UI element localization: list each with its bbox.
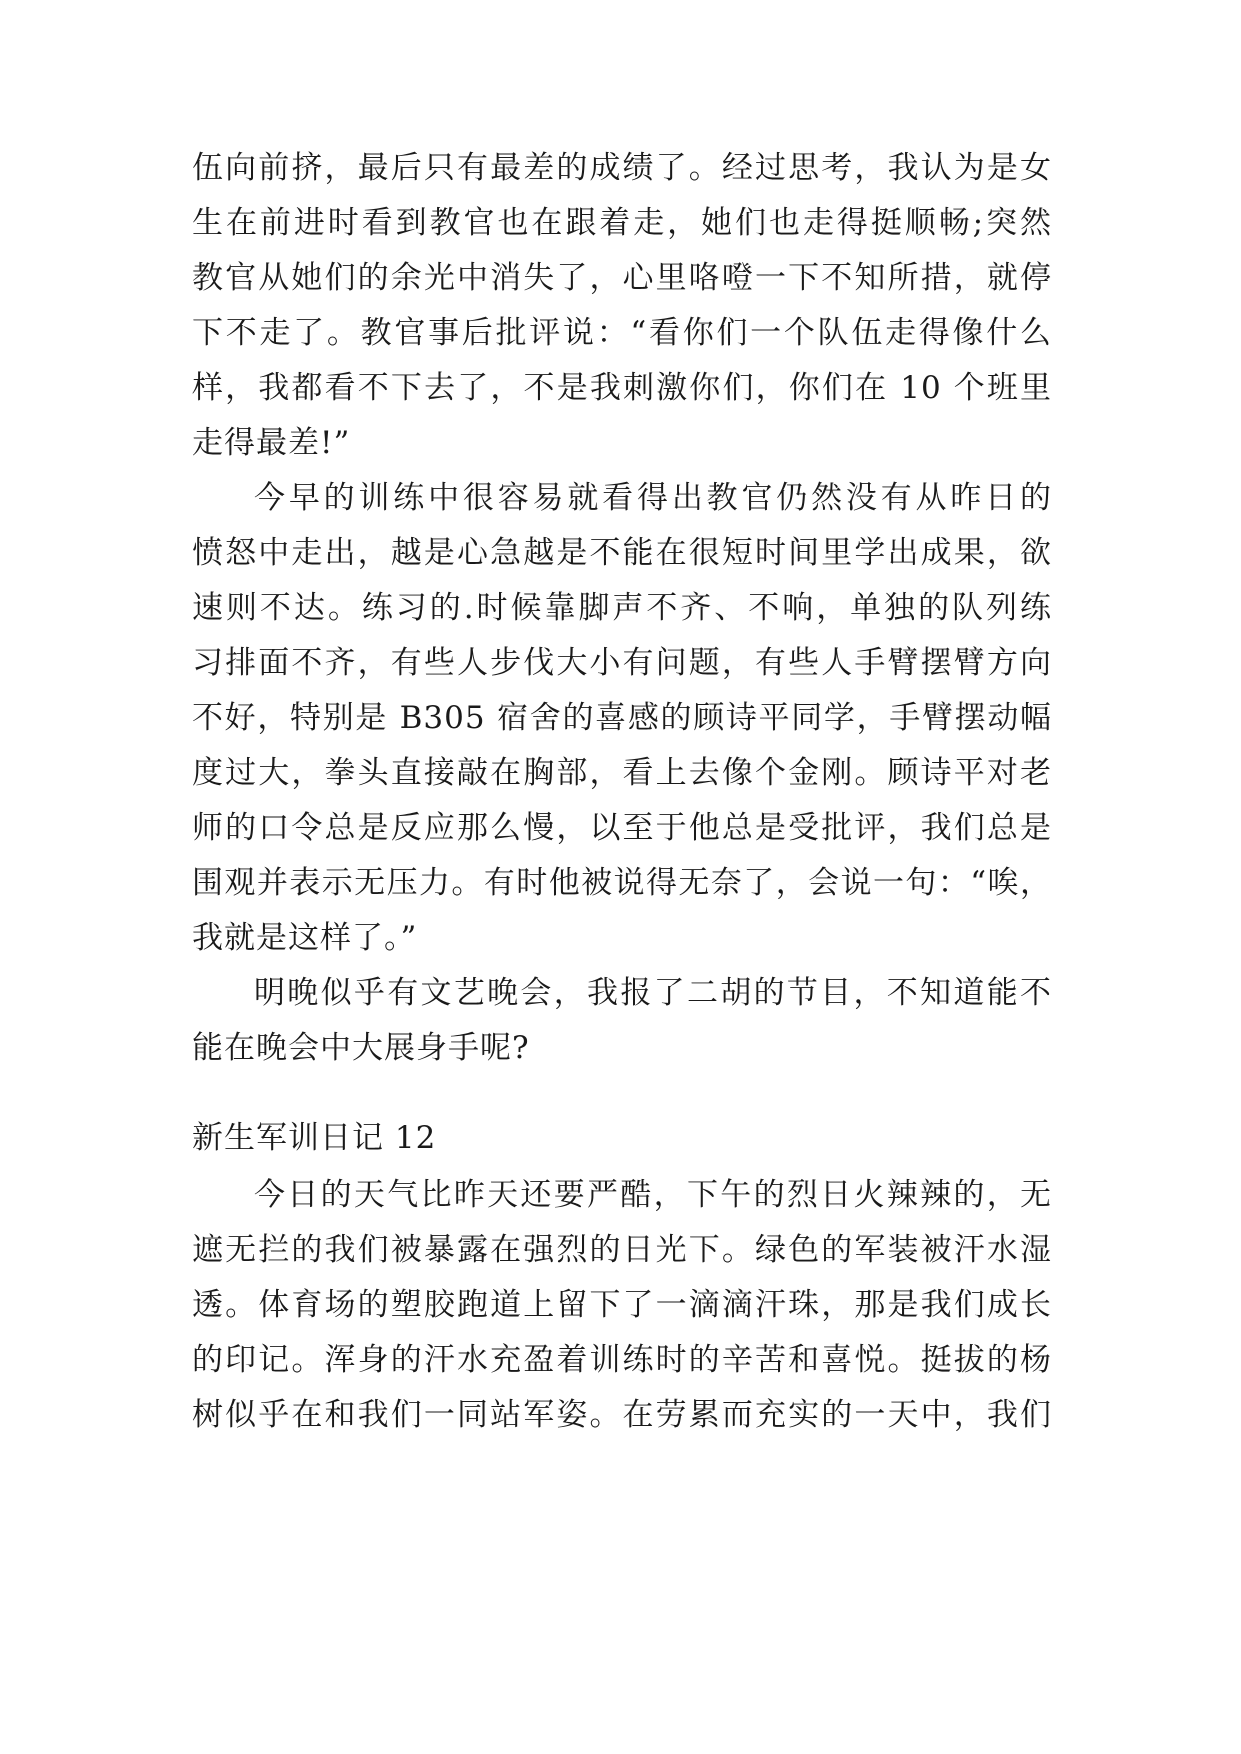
- paragraph-1-line-3: 教官从她们的余光中消失了，心里咯噔一下不知所措，就停: [192, 260, 1052, 296]
- paragraph-2-line-3: 速则不达。练习的.时候靠脚声不齐、不响，单独的队列练: [192, 590, 1052, 626]
- paragraph-2-line-4: 习排面不齐，有些人步伐大小有问题，有些人手臂摆臂方向: [192, 645, 1052, 681]
- paragraph-1-line-5: 样，我都看不下去了，不是我刺激你们，你们在 10 个班里: [192, 370, 1052, 406]
- paragraph-2-line-6: 度过大，拳头直接敲在胸部，看上去像个金刚。顾诗平对老: [192, 755, 1052, 791]
- paragraph-3-line-2: 能在晚会中大展身手呢?: [192, 1030, 530, 1066]
- paragraph-2-line-7: 师的口令总是反应那么慢，以至于他总是受批评，我们总是: [192, 810, 1052, 846]
- paragraph-4-line-4: 的印记。浑身的汗水充盈着训练时的辛苦和喜悦。挺拔的杨: [192, 1342, 1052, 1378]
- paragraph-2-line-8: 围观并表示无压力。有时他被说得无奈了，会说一句：“唉，: [192, 865, 1052, 901]
- paragraph-2-line-5: 不好，特别是 B305 宿舍的喜感的顾诗平同学，手臂摆动幅: [192, 700, 1052, 736]
- section-title: 新生军训日记 12: [192, 1120, 437, 1156]
- paragraph-1-line-4: 下不走了。教官事后批评说：“看你们一个队伍走得像什么: [192, 315, 1052, 351]
- paragraph-3-line-1: 明晚似乎有文艺晚会，我报了二胡的节目，不知道能不: [254, 975, 1052, 1011]
- paragraph-1-line-6: 走得最差!”: [192, 425, 351, 461]
- paragraph-4-line-2: 遮无拦的我们被暴露在强烈的日光下。绿色的军装被汗水湿: [192, 1232, 1052, 1268]
- paragraph-4-line-1: 今日的天气比昨天还要严酷，下午的烈日火辣辣的，无: [254, 1177, 1052, 1213]
- paragraph-1-line-1: 伍向前挤，最后只有最差的成绩了。经过思考，我认为是女: [192, 150, 1052, 186]
- paragraph-2-line-9: 我就是这样了。”: [192, 920, 418, 956]
- paragraph-2-line-1: 今早的训练中很容易就看得出教官仍然没有从昨日的: [254, 480, 1052, 516]
- paragraph-4-line-5: 树似乎在和我们一同站军姿。在劳累而充实的一天中，我们: [192, 1397, 1052, 1433]
- paragraph-2-line-2: 愤怒中走出，越是心急越是不能在很短时间里学出成果，欲: [192, 535, 1052, 571]
- paragraph-1-line-2: 生在前进时看到教官也在跟着走，她们也走得挺顺畅;突然: [192, 205, 1052, 241]
- paragraph-4-line-3: 透。体育场的塑胶跑道上留下了一滴滴汗珠，那是我们成长: [192, 1287, 1052, 1323]
